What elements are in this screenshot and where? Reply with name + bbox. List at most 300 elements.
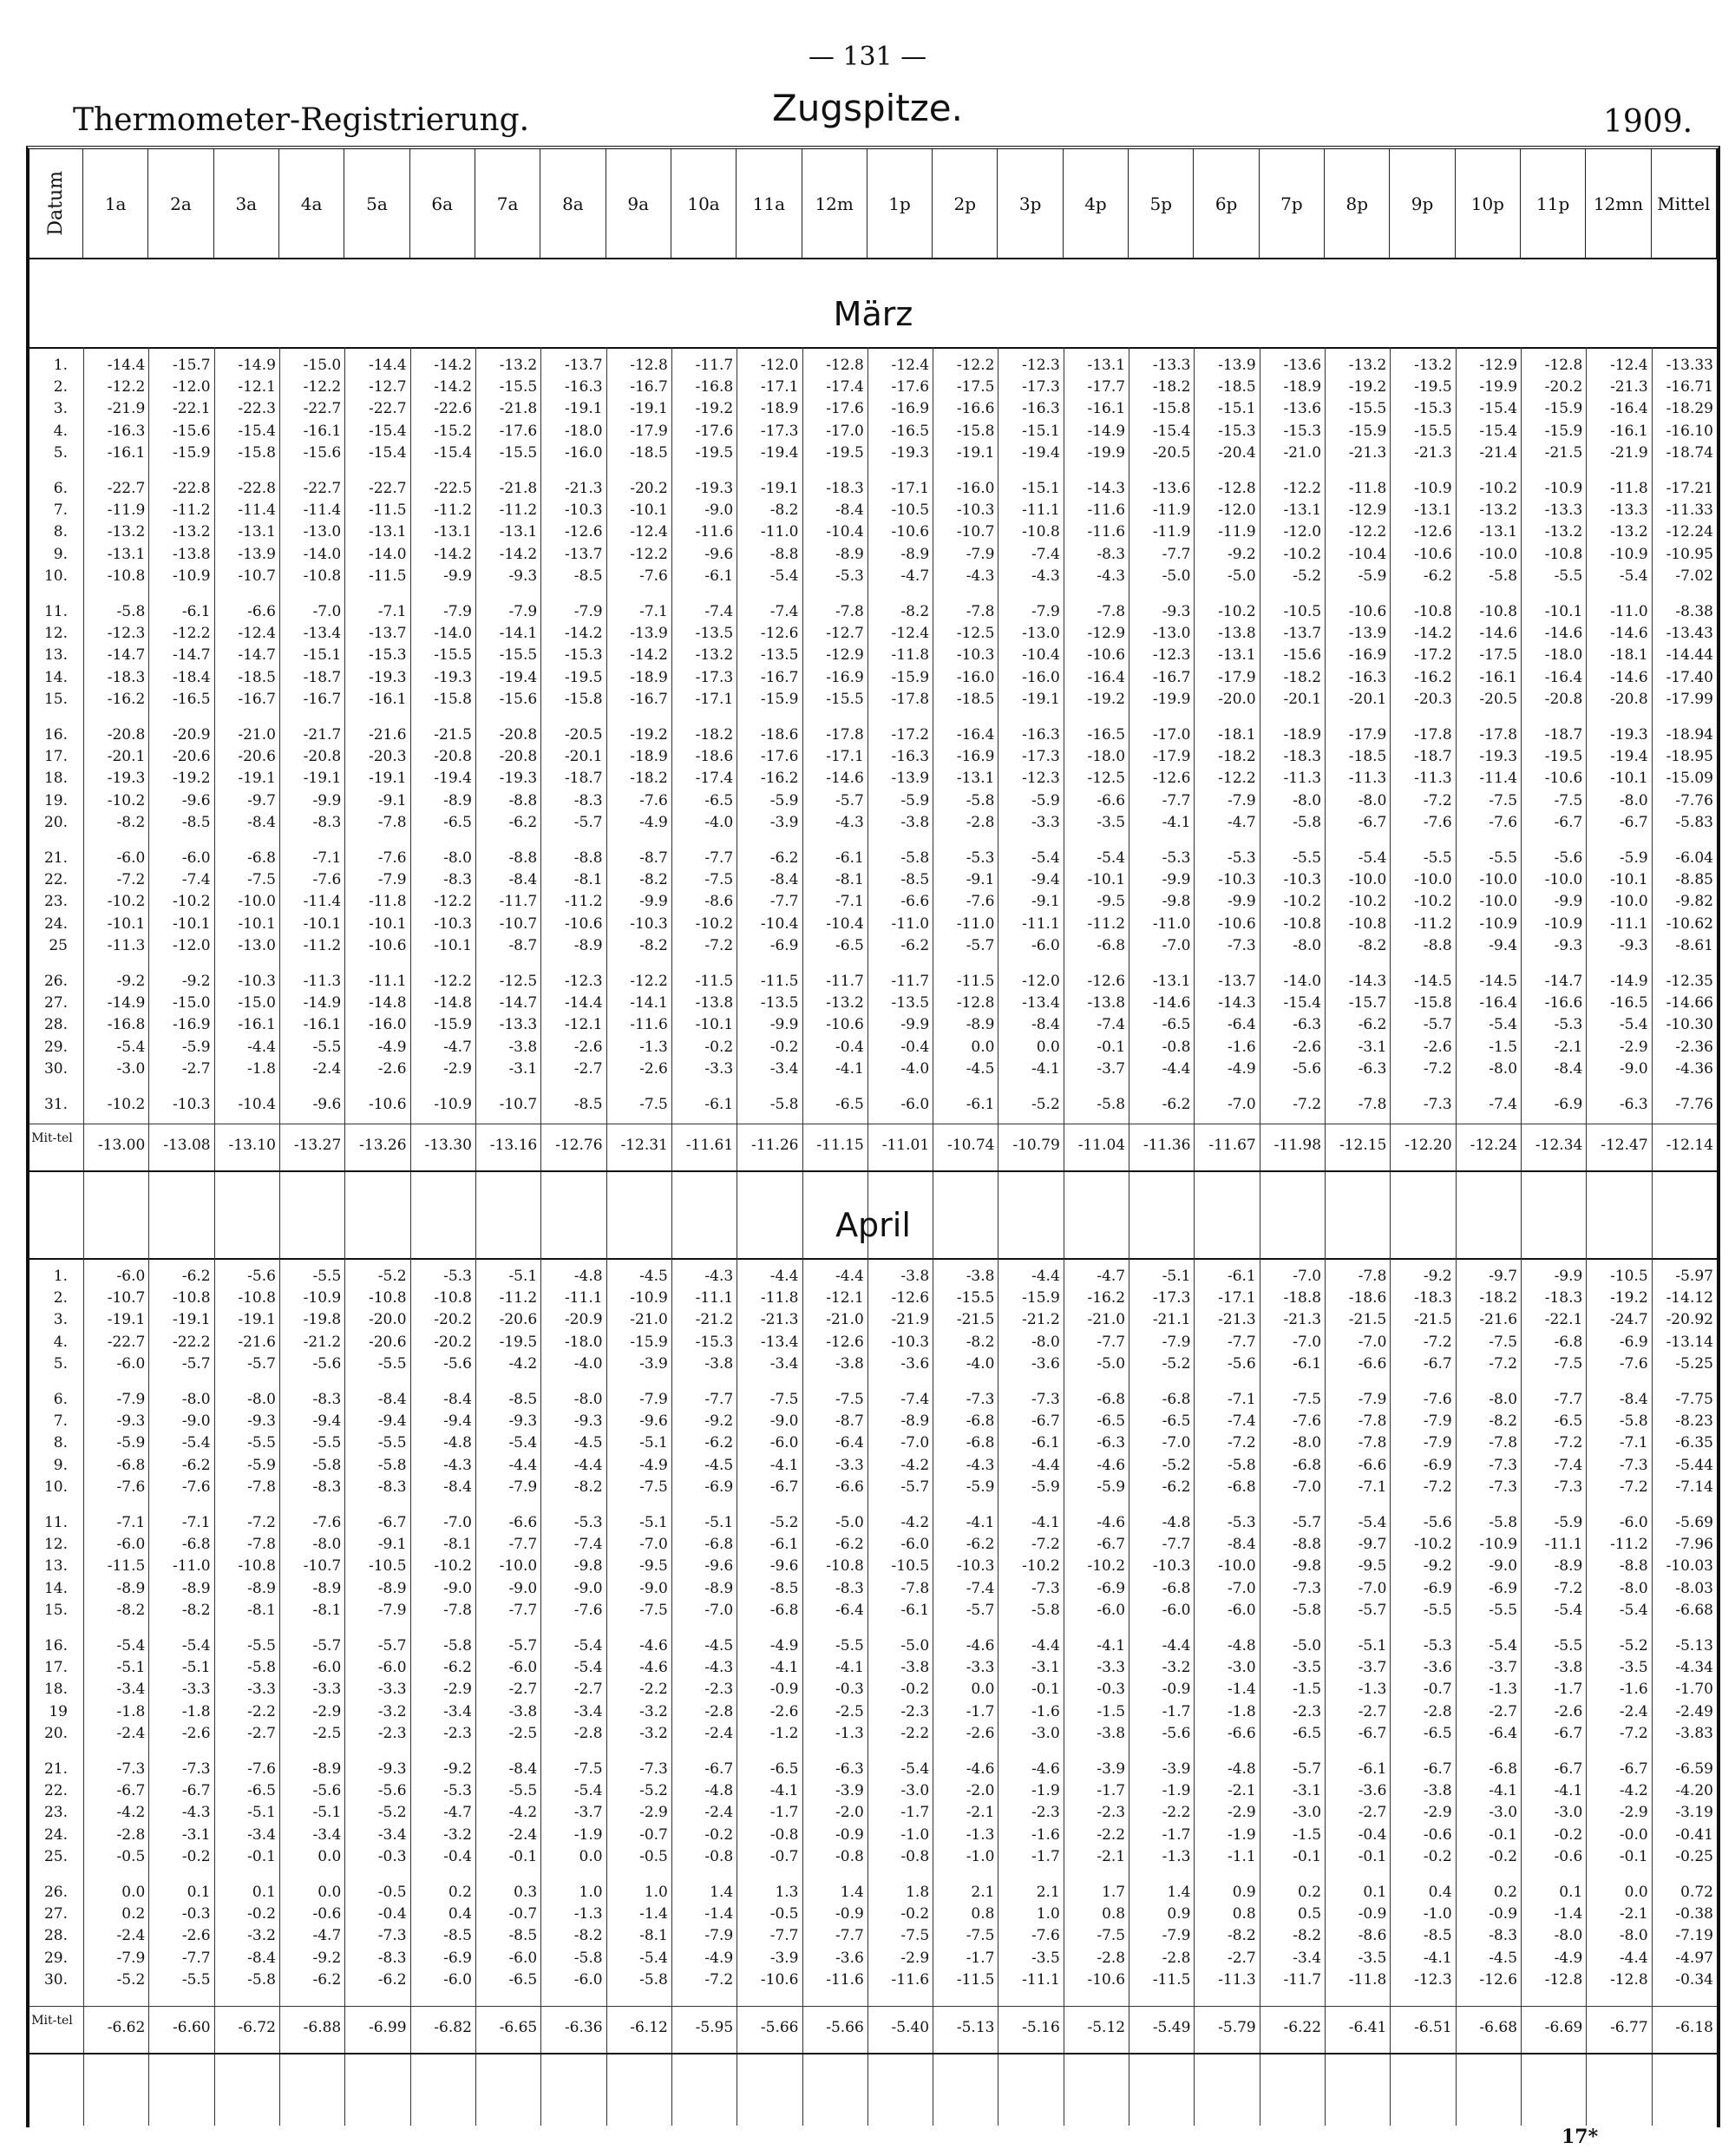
value-cell: -14.9 [1087,422,1126,440]
value-cell: -10.6 [1087,1970,1126,1989]
value-cell: -18.2 [1479,1289,1518,1307]
value-cell: -2.4 [116,1927,146,1945]
value-cell: 0.0 [318,1884,342,1901]
value-cell: -9.3 [377,1760,407,1778]
value-cell: -2.8 [1162,1949,1191,1967]
value-cell: -7.8 [247,1536,276,1554]
value-cell: -13.1 [1218,646,1256,665]
value-cell: -8.5 [443,1927,472,1945]
value-cell: -7.1 [835,893,864,911]
value-cell: -8.9 [181,1579,211,1597]
value-cell: -2.4 [508,1825,538,1844]
value-cell: -10.2 [434,1557,472,1576]
value-cell: -4.2 [1619,1782,1648,1800]
value-cell: -5.0 [900,1637,930,1655]
table-row [29,1760,1717,1779]
date-cell: 23. [43,1804,68,1822]
value-cell: -5.3 [1554,1016,1583,1034]
value-cell: -2.2 [900,1724,930,1742]
value-cell: -14.8 [368,994,407,1012]
value-cell: -2.1 [1554,1038,1583,1056]
value-cell: -10.7 [499,1096,538,1113]
value-cell: -7.2 [1031,1536,1060,1554]
value-cell: -18.3 [107,668,146,686]
value-cell: -8.8 [1293,1536,1322,1554]
value-cell: -8.38 [1675,603,1713,620]
value-cell: -13.9 [1348,625,1387,643]
value-cell: -3.8 [508,1702,538,1720]
value-cell: -17.1 [695,690,734,708]
value-cell: -4.1 [1554,1782,1583,1800]
value-cell: -4.4 [1162,1059,1191,1078]
value-cell: -8.8 [508,791,538,809]
value-cell: -0.2 [769,1038,799,1056]
value-cell: -10.9 [630,1289,668,1307]
value-cell: -10.6 [1544,770,1583,788]
value-cell: -21.0 [1283,443,1322,462]
value-cell: -13.6 [1152,480,1191,497]
value-cell: -20.9 [173,726,211,744]
value-cell: -9.6 [704,545,734,563]
value-cell: -5.8 [1619,1412,1648,1431]
value-cell: -10.8 [1022,523,1060,541]
value-cell: -6.2 [1423,567,1452,585]
value-cell: -3.8 [900,1659,930,1677]
value-cell: -17.6 [826,400,864,418]
value-cell: -14.3 [1218,994,1256,1012]
value-cell: -5.6 [312,1354,342,1373]
value-cell: -6.8 [1162,1391,1191,1408]
value-cell: -17.40 [1666,668,1713,686]
value-cell: -13.1 [434,523,472,541]
value-cell: -8.4 [1227,1536,1256,1554]
value-cell: -17.1 [760,378,799,396]
value-cell: -8.4 [1619,1391,1648,1408]
value-cell: -1.8 [1227,1702,1256,1720]
value-cell: -16.7 [238,690,276,708]
value-cell: -4.1 [966,1514,995,1531]
value-cell: -3.4 [377,1825,407,1844]
value-cell: -16.3 [1022,726,1060,744]
value-cell: -5.3 [573,1514,603,1531]
value-cell: -11.2 [499,1289,538,1307]
value-cell: -20.8 [1544,690,1583,708]
value-cell: -11.3 [1283,770,1322,788]
value-cell: -7.9 [116,1949,146,1967]
value-cell: -5.7 [900,1478,930,1496]
value-cell: -5.5 [312,1038,342,1056]
value-cell: -2.5 [312,1724,342,1742]
value-cell: -8.3 [1489,1927,1518,1945]
value-cell: -18.6 [1348,1289,1387,1307]
value-cell: -11.0 [173,1557,211,1576]
value-cell: -4.20 [1675,1782,1713,1800]
value-cell: -17.4 [826,378,864,396]
value-cell: -14.2 [434,378,472,396]
value-cell: -20.2 [1544,378,1583,396]
value-cell: -6.8 [1554,1333,1583,1351]
table-row [29,1847,1717,1867]
value-cell: -6.3 [1097,1434,1126,1452]
value-cell: -6.0 [116,1536,146,1554]
value-cell: -10.1 [238,914,276,933]
value-cell: -11.7 [1283,1970,1322,1989]
column-header-0: Datum [29,149,83,258]
table-row [29,1015,1717,1035]
value-cell: -10.2 [107,1096,146,1113]
value-cell: -13.1 [1283,501,1322,520]
value-cell: -6.1 [1358,1760,1387,1778]
column-header-1: 1a [83,149,148,258]
value-cell: -15.1 [1218,400,1256,418]
value-cell: -5.1 [1162,1268,1191,1285]
value-cell: -2.6 [769,1702,799,1720]
value-cell: -21.1 [1152,1311,1191,1329]
value-cell: -14.9 [107,994,146,1012]
value-cell: -12.6 [1479,1970,1518,1989]
value-cell: -1.7 [966,1949,995,1967]
value-cell: -7.4 [1097,1016,1126,1034]
value-cell: -17.7 [1087,378,1126,396]
value-cell: -7.9 [966,545,995,563]
value-cell: -7.2 [1423,1478,1452,1496]
value-cell: -3.4 [769,1354,799,1373]
value-cell: -5.4 [639,1949,668,1967]
value-cell: -15.3 [1414,400,1452,418]
date-cell: 2. [53,378,68,396]
value-cell: -6.1 [1293,1354,1322,1373]
value-cell: -16.3 [1022,400,1060,418]
value-cell: -0.8 [769,1825,799,1844]
value-cell: -2.3 [1097,1804,1126,1822]
value-cell: -6.1 [966,1096,995,1113]
table-row [29,545,1717,565]
value-cell: -13.3 [1610,501,1648,520]
value-cell: -10.6 [368,936,407,954]
value-cell: -17.6 [499,422,538,440]
value-cell: -16.4 [1479,994,1518,1012]
value-cell: -10.2 [1022,1557,1060,1576]
date-cell: 13. [43,1557,68,1576]
value-cell: -17.3 [695,668,734,686]
value-cell: -1.8 [181,1702,211,1720]
value-cell: -7.1 [1358,1478,1387,1496]
date-cell: 9. [53,1456,68,1474]
value-cell: -0.4 [900,1038,930,1056]
value-cell: -8.3 [443,871,472,889]
value-cell: -10.1 [173,914,211,933]
mean-cell: -5.66 [760,2019,799,2036]
value-cell: -12.8 [1544,1970,1583,1989]
value-cell: -10.9 [434,1096,472,1113]
value-cell: -5.1 [704,1514,734,1531]
value-cell: -4.9 [1554,1949,1583,1967]
table-row [29,1926,1717,1946]
value-cell: -1.9 [1031,1782,1060,1800]
value-cell: -7.0 [1293,1333,1322,1351]
value-cell: -8.4 [508,871,538,889]
mean-cell: -11.67 [1208,1137,1256,1155]
value-cell: -21.2 [1022,1311,1060,1329]
value-cell: -8.1 [573,871,603,889]
value-cell: -7.0 [443,1514,472,1531]
mean-cell: -11.15 [816,1137,864,1155]
value-cell: -8.2 [1489,1412,1518,1431]
value-cell: -15.6 [303,443,342,462]
date-cell: 26. [43,973,68,990]
value-cell: -10.4 [826,523,864,541]
value-cell: -6.9 [1423,1579,1452,1597]
value-cell: -5.7 [835,791,864,809]
value-cell: -13.4 [303,625,342,643]
value-cell: -7.4 [900,1391,930,1408]
value-cell: -5.7 [1358,1601,1387,1619]
value-cell: -3.8 [900,1268,930,1285]
value-cell: -5.5 [1554,567,1583,585]
value-cell: -10.0 [1479,871,1518,889]
value-cell: -12.9 [1348,501,1387,520]
value-cell: -5.7 [966,936,995,954]
value-cell: -3.4 [573,1702,603,1720]
value-cell: -4.6 [639,1637,668,1655]
value-cell: -11.4 [238,501,276,520]
value-cell: -12.6 [891,1289,930,1307]
value-cell: -13.8 [173,545,211,563]
value-cell: -8.7 [835,1412,864,1431]
value-cell: -5.7 [508,1637,538,1655]
value-cell: -8.2 [900,603,930,620]
value-cell: -12.3 [1152,646,1191,665]
mean-cell: -11.98 [1273,1137,1322,1155]
value-cell: -8.4 [247,813,276,831]
value-cell: -9.3 [247,1412,276,1431]
value-cell: -3.9 [639,1354,668,1373]
value-cell: -12.3 [1022,357,1060,374]
value-cell: -4.2 [116,1804,146,1822]
value-cell: -19.3 [695,480,734,497]
value-cell: -5.4 [181,1637,211,1655]
value-cell: -15.4 [368,422,407,440]
date-cell: 16. [43,1637,68,1655]
value-cell: -5.1 [247,1804,276,1822]
value-cell: -2.7 [1227,1949,1256,1967]
value-cell: -1.3 [1489,1681,1518,1699]
value-cell: -2.6 [1554,1702,1583,1720]
value-cell: -1.4 [639,1905,668,1923]
value-cell: -6.1 [900,1601,930,1619]
value-cell: -12.4 [238,625,276,643]
value-cell: -11.2 [499,501,538,520]
value-cell: -8.4 [443,1391,472,1408]
value-cell: -21.7 [303,726,342,744]
value-cell: -17.3 [760,422,799,440]
value-cell: -10.0 [1544,871,1583,889]
value-cell: -11.9 [1218,523,1256,541]
value-cell: -1.4 [1227,1681,1256,1699]
value-cell: -7.3 [1554,1478,1583,1496]
value-cell: -3.2 [639,1702,668,1720]
value-cell: -5.4 [1489,1637,1518,1655]
value-cell: -2.3 [704,1681,734,1699]
column-header-14: 2p [933,149,998,258]
value-cell: -0.5 [769,1905,799,1923]
value-cell: -5.6 [1227,1354,1256,1373]
value-cell: -20.0 [368,1311,407,1329]
value-cell: -3.0 [1554,1804,1583,1822]
value-cell: -1.70 [1675,1681,1713,1699]
value-cell: -1.3 [966,1825,995,1844]
value-cell: -21.5 [434,726,472,744]
value-cell: -5.2 [1619,1637,1648,1655]
value-cell: -6.0 [900,1096,930,1113]
value-cell: -3.3 [247,1681,276,1699]
value-cell: -2.7 [1358,1702,1387,1720]
value-cell: -20.6 [499,1311,538,1329]
value-cell: -9.0 [769,1412,799,1431]
value-cell: -10.3 [956,501,995,520]
mean-cell: -11.36 [1143,1137,1191,1155]
value-cell: -0.8 [835,1847,864,1865]
value-cell: -6.6 [247,603,276,620]
value-cell: -6.3 [1358,1059,1387,1078]
value-cell: -21.3 [1283,1311,1322,1329]
date-cell: 11. [43,603,68,620]
value-cell: -8.3 [312,1391,342,1408]
value-cell: -10.1 [695,1016,734,1034]
value-cell: -6.8 [769,1601,799,1619]
value-cell: -13.7 [1283,625,1322,643]
table-row [29,747,1717,767]
value-cell: -7.7 [508,1601,538,1619]
value-cell: -5.3 [443,1268,472,1285]
value-cell: -10.4 [1348,545,1387,563]
value-cell: -7.6 [966,893,995,911]
value-cell: -6.6 [835,1478,864,1496]
table-row [29,1478,1717,1497]
value-cell: -8.1 [639,1927,668,1945]
mean-cell: -13.27 [293,1137,342,1155]
value-cell: -11.0 [760,523,799,541]
value-cell: -6.8 [1227,1478,1256,1496]
value-cell: -12.3 [1414,1970,1452,1989]
column-header-5: 5a [344,149,409,258]
value-cell: -7.0 [1162,1434,1191,1452]
value-cell: -8.0 [1554,1927,1583,1945]
value-cell: -10.8 [1414,603,1452,620]
value-cell: -15.5 [956,1289,995,1307]
value-cell: -15.3 [368,646,407,665]
value-cell: -7.1 [639,603,668,620]
value-cell: -17.8 [1414,726,1452,744]
value-cell: -6.8 [704,1536,734,1554]
value-cell: -6.7 [1423,1760,1452,1778]
value-cell: -8.3 [377,1949,407,1967]
value-cell: -20.1 [1283,690,1322,708]
value-cell: -5.7 [181,1354,211,1373]
value-cell: -19.1 [173,1311,211,1329]
value-cell: -20.8 [434,748,472,766]
value-cell: -2.9 [1619,1038,1648,1056]
value-cell: -9.6 [769,1557,799,1576]
value-cell: -3.4 [116,1681,146,1699]
value-cell: -4.3 [443,1456,472,1474]
value-cell: -12.2 [303,378,342,396]
value-cell: -3.0 [1489,1804,1518,1822]
value-cell: -6.5 [769,1760,799,1778]
value-cell: -14.1 [499,625,538,643]
value-cell: -13.7 [564,545,603,563]
value-cell: 0.0 [971,1681,995,1699]
value-cell: -7.0 [312,603,342,620]
value-cell: -17.2 [891,726,930,744]
value-cell: -8.9 [704,1579,734,1597]
value-cell: -8.0 [1031,1333,1060,1351]
value-cell: -21.3 [1218,1311,1256,1329]
value-cell: -16.0 [956,480,995,497]
value-cell: -2.5 [508,1724,538,1742]
value-cell: -0.9 [835,1825,864,1844]
value-cell: -2.9 [1619,1804,1648,1822]
value-cell: -3.7 [573,1804,603,1822]
value-cell: -7.3 [639,1760,668,1778]
value-cell: -0.6 [312,1905,342,1923]
value-cell: -10.1 [1544,603,1583,620]
value-cell: -9.2 [312,1949,342,1967]
value-cell: -0.2 [900,1681,930,1699]
value-cell: -6.8 [966,1434,995,1452]
value-cell: -0.2 [704,1038,734,1056]
value-cell: -5.9 [247,1456,276,1474]
value-cell: -21.9 [107,400,146,418]
value-cell: -8.1 [312,1601,342,1619]
value-cell: -0.9 [1489,1905,1518,1923]
mean-row [29,2018,1717,2038]
table-row [29,849,1717,868]
value-cell: -12.6 [760,625,799,643]
value-cell: -4.1 [1423,1949,1452,1967]
value-cell: -14.2 [1414,625,1452,643]
value-cell: -8.4 [508,1760,538,1778]
value-cell: -15.9 [1348,422,1387,440]
value-cell: -19.5 [695,443,734,462]
value-cell: -16.1 [238,1016,276,1034]
value-cell: -15.3 [695,1333,734,1351]
value-cell: -0.5 [116,1847,146,1865]
value-cell: -6.6 [1097,791,1126,809]
value-cell: -7.2 [704,1970,734,1989]
value-cell: -7.2 [1554,1434,1583,1452]
value-cell: 0.5 [1298,1905,1322,1923]
value-cell: -18.9 [760,400,799,418]
value-cell: -3.5 [1097,813,1126,831]
value-cell: -17.6 [760,748,799,766]
value-cell: -15.9 [434,1016,472,1034]
value-cell: -17.9 [1152,748,1191,766]
value-cell: -19.9 [1087,443,1126,462]
value-cell: -2.1 [1619,1905,1648,1923]
value-cell: -7.5 [704,871,734,889]
value-cell: -7.4 [1227,1412,1256,1431]
value-cell: -7.7 [835,1927,864,1945]
value-cell: -10.9 [1479,914,1518,933]
value-cell: -4.1 [769,1659,799,1677]
value-cell: -10.8 [434,1289,472,1307]
value-cell: -16.3 [564,378,603,396]
value-cell: -4.4 [1031,1268,1060,1285]
value-cell: -16.5 [1087,726,1126,744]
value-cell: -3.4 [443,1702,472,1720]
value-cell: -6.0 [116,849,146,867]
